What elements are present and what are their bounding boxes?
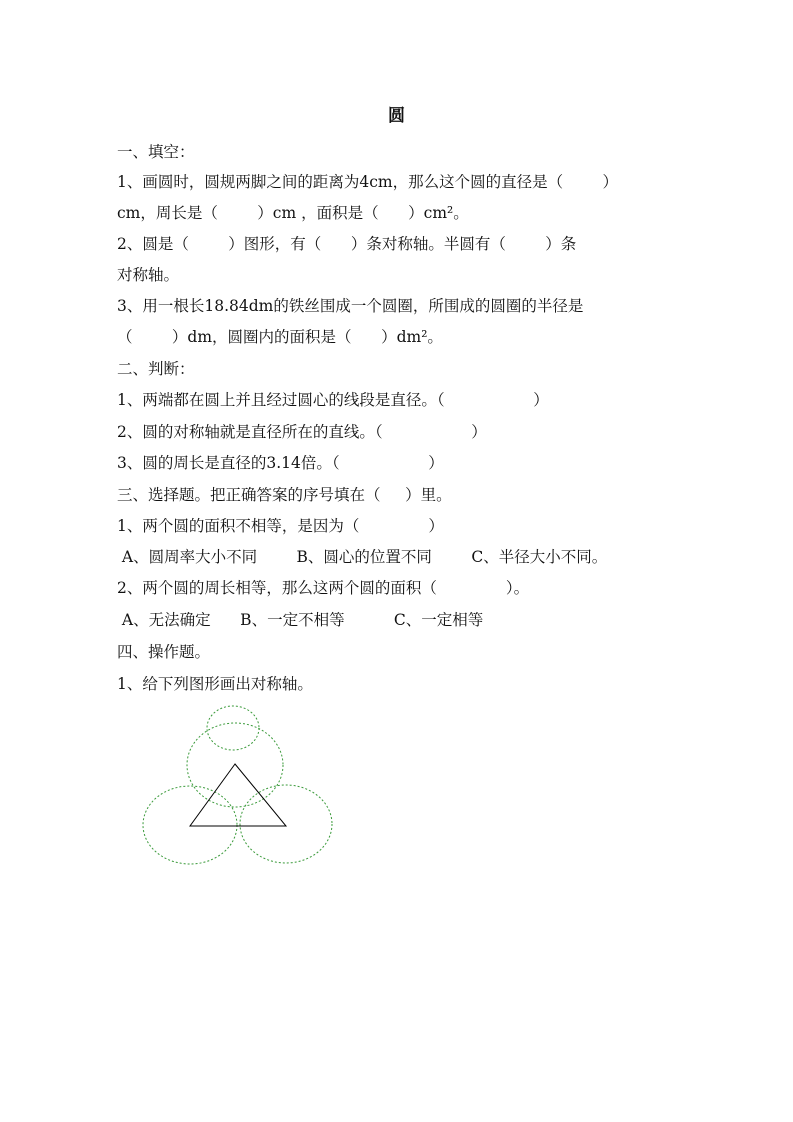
section-heading-judge: 二、判断： [117, 360, 195, 378]
worksheet-title: 圆 [388, 106, 405, 126]
question-line: 2、两个圆的周长相等，那么这两个圆的面积（ ）。 [117, 579, 530, 597]
answer-options-line: A、无法确定 B、一定不相等 C、一定相等 [117, 611, 484, 629]
question-line: 1、画圆时，圆规两脚之间的距离为4cm，那么这个圆的直径是（ ） [117, 173, 619, 191]
circles-triangle-figure [138, 702, 338, 867]
question-line: 2、圆是（ ）图形，有（ ）条对称轴。半圆有（ ）条 [117, 235, 577, 253]
question-line: 1、给下列图形画出对称轴。 [117, 675, 313, 693]
question-line: cm，周长是（ ）cm ，面积是（ ）cm²。 [117, 204, 469, 222]
bottom-right-circle [240, 785, 332, 863]
section-heading-operation: 四、操作题。 [117, 643, 211, 661]
question-line: 3、圆的周长是直径的3.14倍。（ ） [117, 454, 444, 472]
question-line: 1、两个圆的面积不相等，是因为（ ） [117, 517, 444, 535]
section-heading-fill-in: 一、填空： [117, 143, 195, 161]
section-heading-choice: 三、选择题。把正确答案的序号填在（ ）里。 [117, 486, 452, 504]
question-line: 2、圆的对称轴就是直径所在的直线。（ ） [117, 423, 487, 441]
bottom-left-circle [143, 786, 237, 864]
question-line: 3、用一根长18.84dm的铁丝围成一个圆圈，所围成的圆圈的半径是 [117, 297, 584, 315]
question-line: （ ）dm，圆圈内的面积是（ ）dm²。 [117, 328, 443, 346]
middle-circle [187, 723, 283, 807]
triangle-shape [190, 764, 286, 826]
question-line: 1、两端都在圆上并且经过圆心的线段是直径。（ ） [117, 391, 549, 409]
question-line: 对称轴。 [117, 266, 180, 284]
top-small-circle [207, 706, 259, 750]
answer-options-line: A、圆周率大小不同 B、圆心的位置不同 C、半径大小不同。 [117, 548, 608, 566]
